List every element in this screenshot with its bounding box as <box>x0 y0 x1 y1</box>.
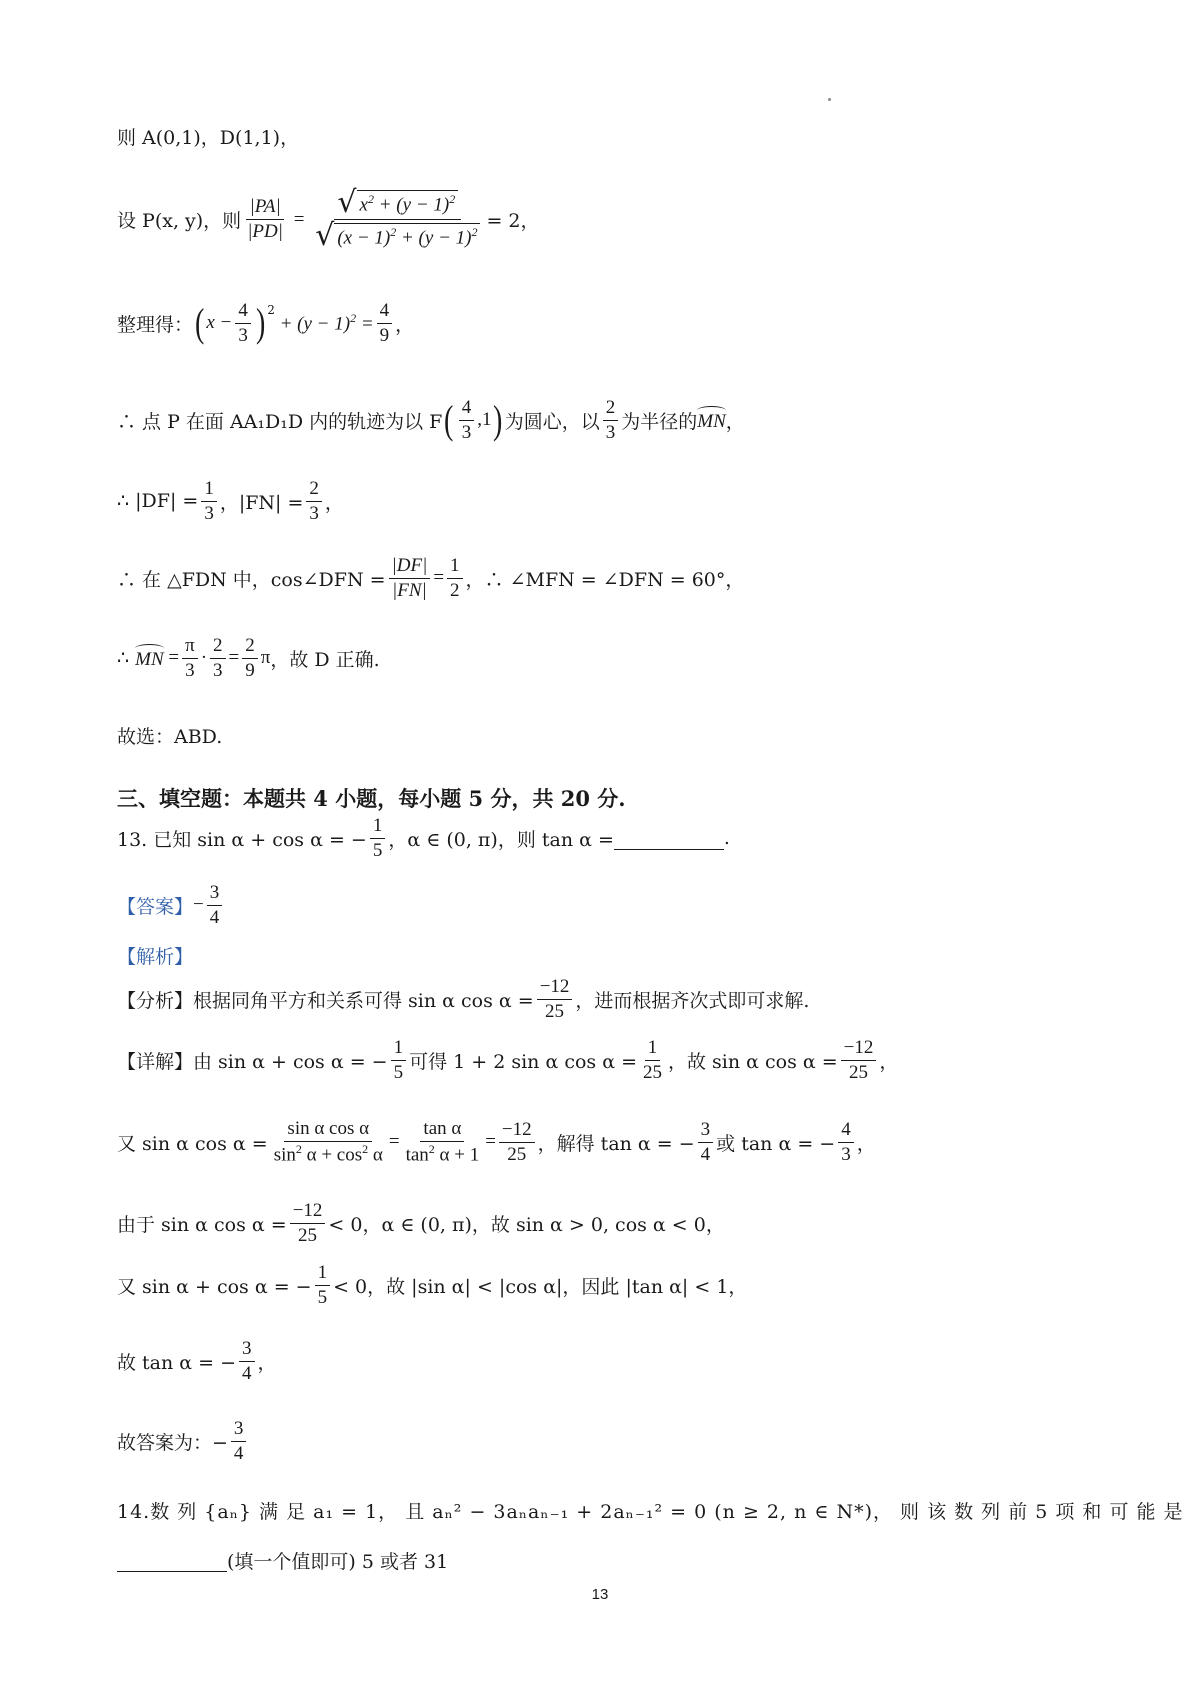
q13-xiangjie: 【详解】由 sin α + cos α = − $\frac{1}{5}$ 可得 1 + 2 sin α cos α = $\frac{1}{25}$ ，故 sin α cos α = $\frac{-12}{25}$ ， <box>117 1037 899 1083</box>
q14-answer-blank[interactable] <box>117 1549 227 1572</box>
line-locus: ∴ 点 P 在面 AA₁D₁D 内的轨迹为以 F ( $\frac{4}{3}$ ,1 ) 为圆心，以 $\frac{2}{3}$ 为半径的 MN ， <box>117 397 745 443</box>
q13-sign-analysis: 由于 sin α cos α = $\frac{-12}{25}$ < 0，α ∈ (0, π)，故 sin α > 0, cos α < 0， <box>117 1200 725 1246</box>
ratio-pa-pd: $\frac{|PA|}{|PD|}$ <box>247 196 283 242</box>
line-circle-equation: 整理得： ( x − $\frac{4}{3}$ ) $^2$ + $(y - 1)^2$ = $\frac{4}{9}$ ， <box>117 300 415 346</box>
line-coordinates: 则 A(0,1)，D(1,1)， <box>117 127 300 149</box>
q13-homogeneous: 又 sin α cos α = $\frac{\text{sin α cos α}}{\sin^2 \alpha + \cos^2 \alpha}$ = $\frac{\text{tan α}}{\tan^2 \alpha + 1}$ = $\frac{-12}{25}$ ，解得 tan α = − $\frac{3}{4}$ 或 tan α = − $\frac{4}{3}$ ， <box>117 1118 876 1166</box>
q13-analysis-tag: 【解析】 <box>117 946 194 968</box>
line-ratio: 设 P(x, y)，则 $\frac{|PA|}{|PD|}$ = √ $x^2 + (y - 1)^2$ √ $(x - 1)^2 + (y - 1)^2$ = 2， <box>117 185 540 253</box>
q13-magnitude: 又 sin α + cos α = − $\frac{1}{5}$ < 0，故 |sin α| < |cos α|，因此 |tan α| < 1， <box>117 1262 748 1308</box>
page-number: 13 <box>591 1586 609 1603</box>
line-arc-length: ∴ MN = $\frac{\pi}{3}$ · $\frac{2}{3}$ = $\frac{2}{9}$ π ，故 D 正确. <box>117 635 380 681</box>
line-lengths: ∴ |DF| = $\frac{1}{3}$ ，|FN| = $\frac{2}{3}$ ， <box>117 478 344 524</box>
q14-stem: 14.数 列 {aₙ} 满 足 a₁ = 1， 且 aₙ² − 3aₙaₙ₋₁ + 2aₙ₋₁² = 0 (n ≥ 2, n ∈ N*)， 则 该 数 列 前 5 项 和 可 能 是 <box>117 1501 1184 1523</box>
section-heading: 三、填空题：本题共 4 小题，每小题 5 分，共 20 分. <box>117 786 626 811</box>
q13-fenxi: 【分析】根据同角平方和关系可得 sin α cos α = $\frac{-12}{25}$ ，进而根据齐次式即可求解. <box>117 976 810 1022</box>
q13-conclusion: 故 tan α = − $\frac{3}{4}$ ， <box>117 1338 277 1384</box>
decorative-dot <box>828 98 831 101</box>
ratio-sqrt-fraction: √ $x^2 + (y - 1)^2$ √ $(x - 1)^2 + (y - 1)^2$ <box>312 188 483 251</box>
q13-answer: 【答案】 − $\frac{3}{4}$ <box>117 882 225 929</box>
answer-blank[interactable] <box>614 827 724 850</box>
line-final-choice: 故选：ABD. <box>117 726 223 748</box>
line-angle: ∴ 在 △FDN 中，cos∠DFN = $\frac{|DF|}{|FN|}$ = $\frac{1}{2}$ ，∴ ∠MFN = ∠DFN = 60°， <box>117 555 745 601</box>
q14-tail: (填一个值即可) 5 或者 31 <box>117 1547 448 1574</box>
q13-final-answer: 故答案为：− $\frac{3}{4}$ <box>117 1418 249 1465</box>
q13-stem: 13. 已知 sin α + cos α = − $\frac{1}{5}$ ，α ∈ (0, π)，则 tan α = . <box>117 815 730 861</box>
